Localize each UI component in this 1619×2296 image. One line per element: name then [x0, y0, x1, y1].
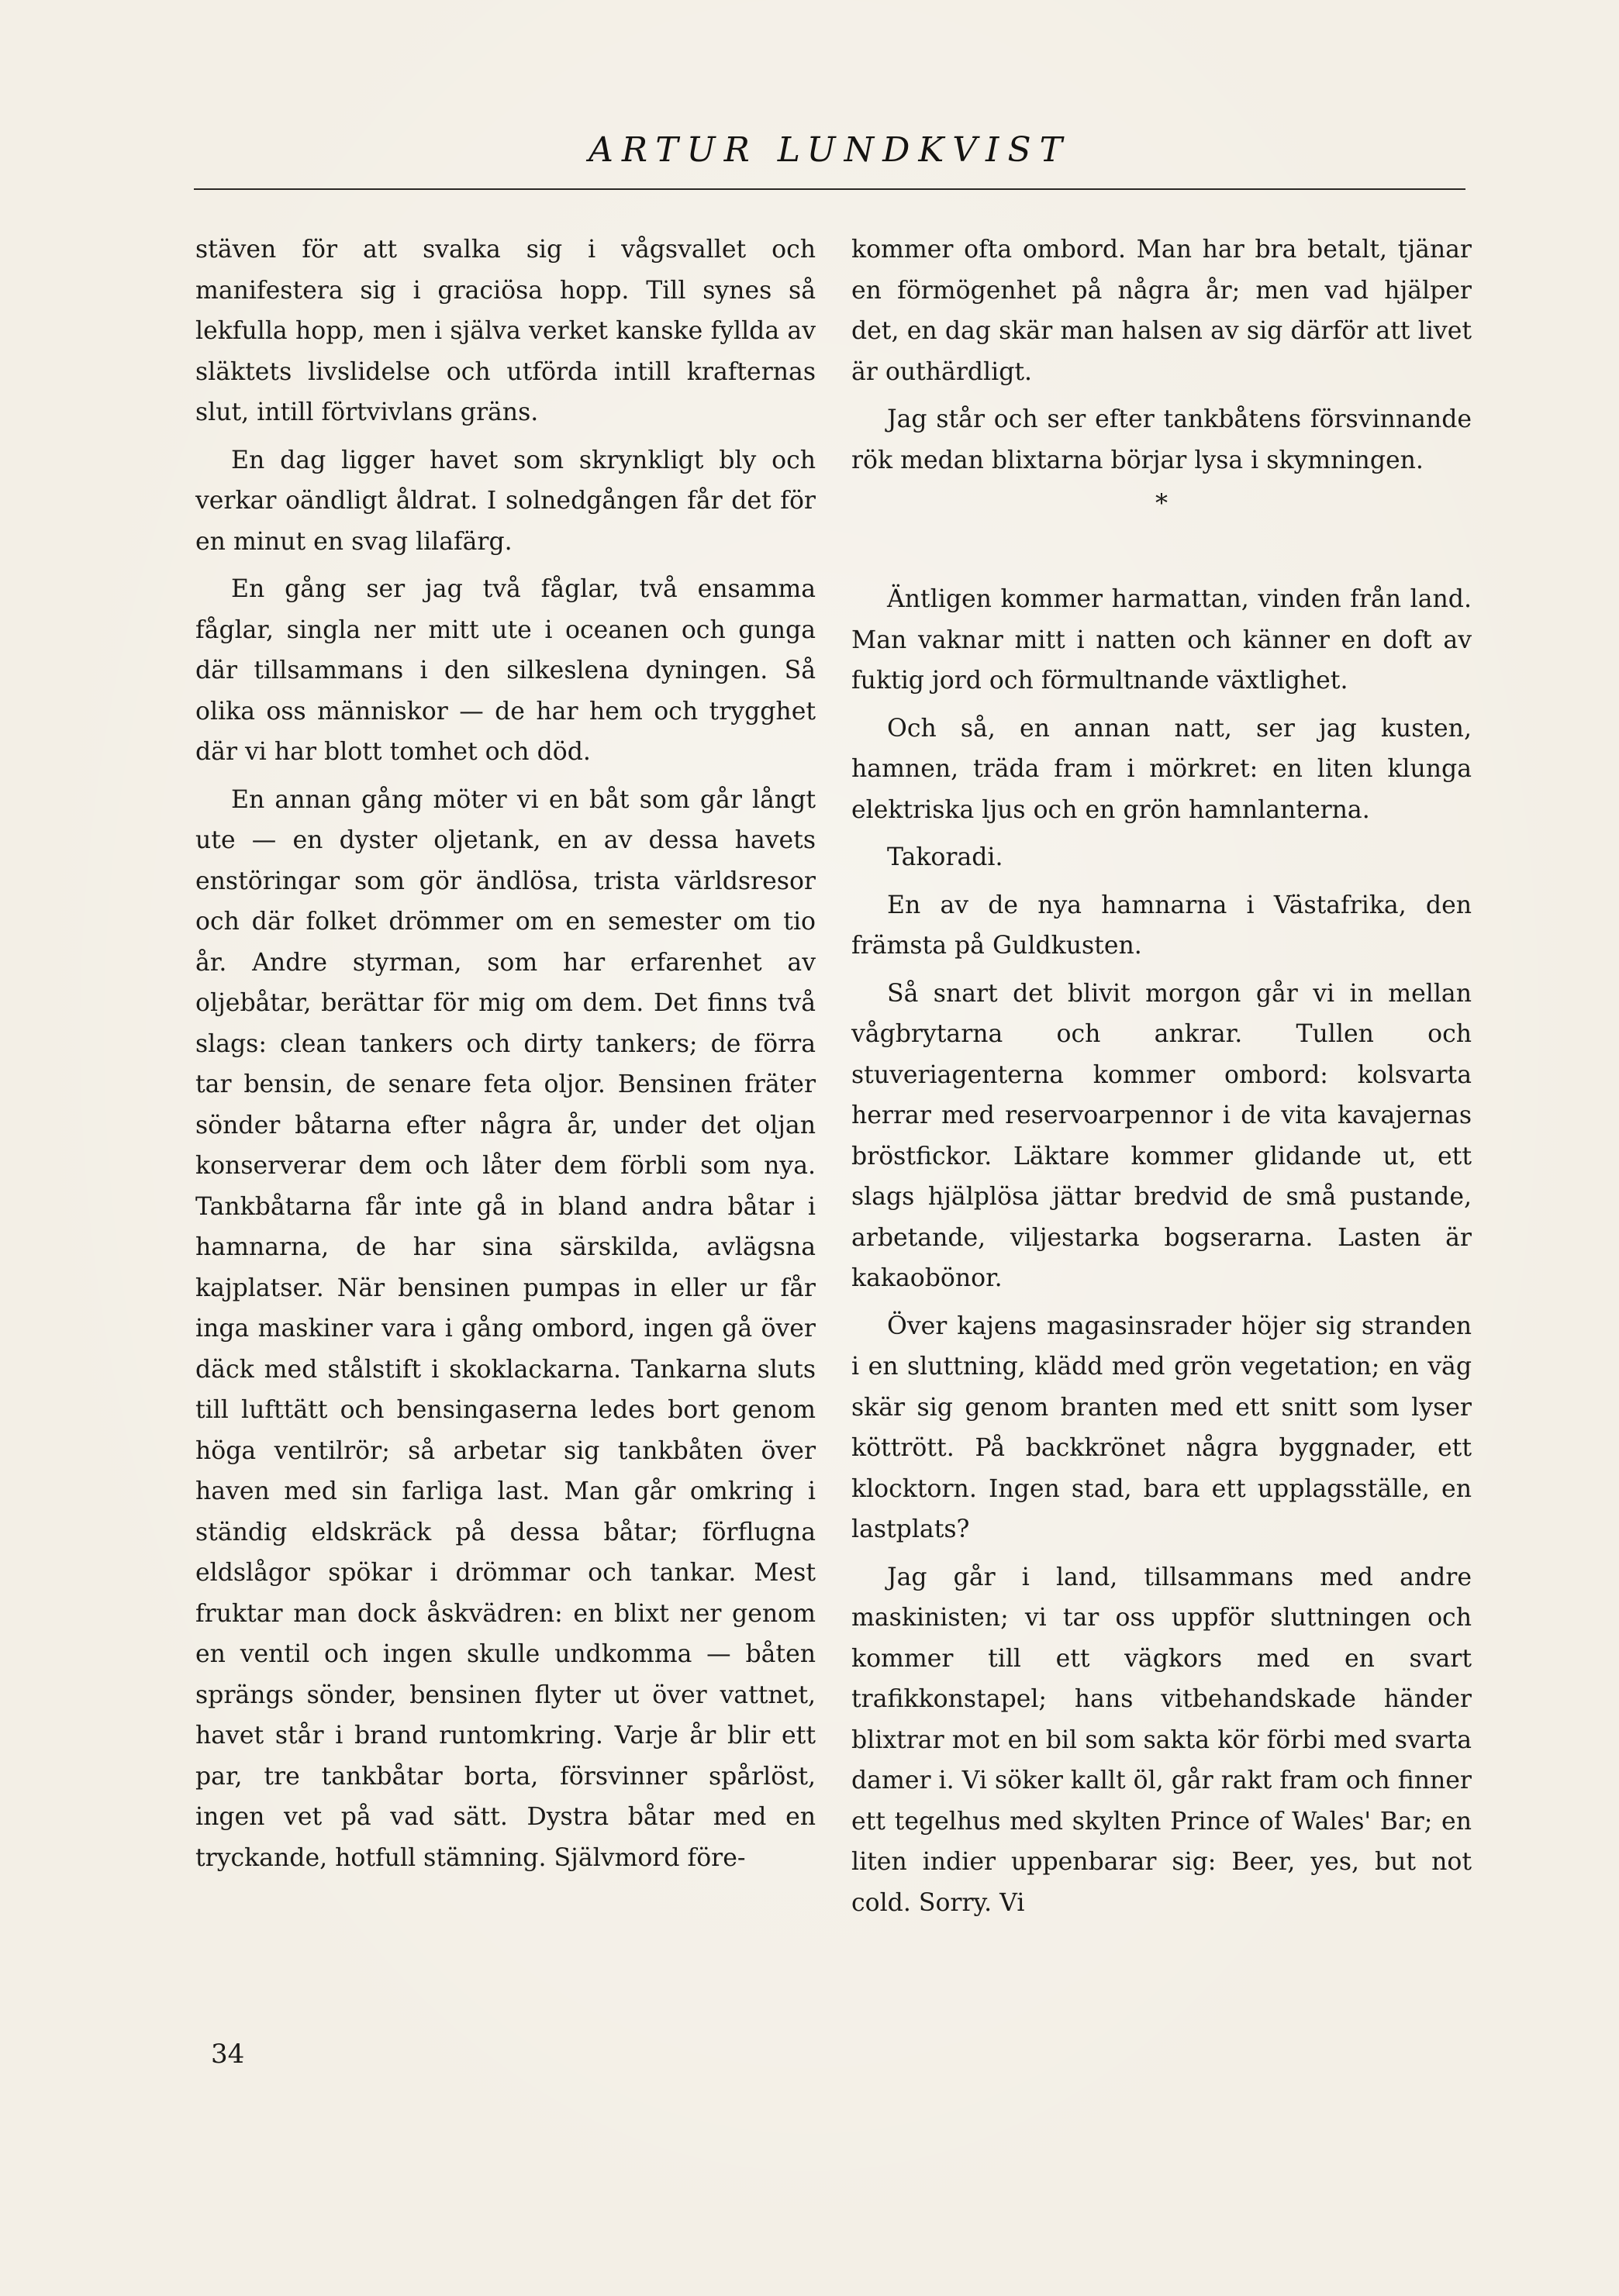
paragraph: stäven för att svalka sig i vågsvallet och manifestera sig i graciösa hopp. Till synes så lekfulla hopp, men i själva verket kanske fyllda av släktets livslidelse och utförda intill krafternas slut, intill förtvivlans gräns.	[195, 236, 816, 426]
paragraph: Så snart det blivit morgon går vi in mellan vågbrytarna och ankrar. Tullen och stuveriagenterna kommer ombord: kolsvarta herrar med reservoarpennor i de vita kavajernas bröstfickor. Läktare kommer glidande ut, ett slags hjälplösa jättar bredvid de små pustande, arbetande, viljestarka bogserarna. Lasten är kakaobönor.	[851, 979, 1472, 1292]
left-column	[195, 229, 816, 1885]
paragraph: kommer ofta ombord. Man har bra betalt, tjänar en förmögenhet på några år; men vad hjälper det, en dag skär man halsen av sig därför att livet är outhärdligt.	[851, 236, 1472, 386]
paragraph: En gång ser jag två fåglar, två ensamma fåglar, singla ner mitt ute i oceanen och gunga där tillsammans i den silkeslena dyningen. Så olika oss människor — de har hem och trygghet där vi har blott tomhet och död.	[195, 575, 816, 766]
paragraph: Takoradi.	[887, 843, 1003, 871]
running-head: ARTUR LUNDKVIST	[589, 130, 1071, 170]
paragraph: Jag står och ser efter tankbåtens försvinnande rök medan blixtarna börjar lysa i skymningen.	[851, 405, 1472, 474]
paragraph: Jag går i land, tillsammans med andre maskinisten; vi tar oss uppför sluttningen och kommer till ett vägkors med en svart trafikkonstapel; hans vitbehandskade händer blixtrar mot en bil som sakta kör förbi med svarta damer i. Vi söker kallt öl, går rakt fram och finner ett tegelhus med skylten Prince of Wales' Bar; en liten indier uppenbarar sig: Beer, yes, but not cold. Sorry. Vi	[851, 1563, 1472, 1917]
page-number: 34	[211, 2039, 245, 2070]
paragraph: Och så, en annan natt, ser jag kusten, hamnen, träda fram i mörkret: en liten klunga elektriska ljus och en grön hamnlanterna.	[851, 714, 1472, 824]
paragraph: En av de nya hamnarna i Västafrika, den främsta på Guldkusten.	[851, 891, 1472, 960]
paragraph: Över kajens magasinsrader höjer sig stranden i en sluttning, klädd med grön vegetation; en väg skär sig genom branten med ett snitt som lyser köttrött. På backkrönet några byggnader, ett klocktorn. Ingen stad, bara ett upplagsställe, en lastplats?	[851, 1312, 1472, 1543]
paragraph: En annan gång möter vi en båt som går långt ute — en dyster oljetank, en av dessa havets enstöringar som gör ändlösa, trista världsresor och där folket drömmer om en semester om tio år. Andre styrman, som har erfarenhet av oljebåtar, berättar för mig om dem. Det finns två slags: clean tankers och dirty tankers; de förra tar bensin, de senare feta oljor. Bensinen fräter sönder båtarna efter några år, under det oljan konserverar dem och låter dem förbli som nya. Tankbåtarna får inte gå in bland andra båtar i hamnarna, de har sina särskilda, avlägsna kajplatser. När bensinen pumpas in eller ur får inga maskiner vara i gång ombord, ingen gå över däck med stålstift i skoklackarna. Tankarna sluts till lufttätt och bensingaserna ledes bort genom höga ventilrör; så arbetar sig tankbåten över haven med sin farliga last. Man går omkring i ständig eldskräck på dessa båtar; förflugna eldslågor spökar i drömmar och tankar. Mest fruktar man dock åskvädren: en blixt ner genom en ventil och ingen skulle undkomma — båten sprängs sönder, bensinen flyter ut över vattnet, havet står i brand runtomkring. Varje år blir ett par, tre tankbåtar borta, försvinner spårlöst, ingen vet på vad sätt. Dystra båtar med en tryckande, hotfull stämning. Självmord före-	[195, 785, 816, 1872]
paragraph: En dag ligger havet som skrynkligt bly och verkar oändligt åldrat. I solnedgången får det för en minut en svag lilafärg.	[195, 446, 816, 556]
section-break: *	[1155, 488, 1168, 518]
header-rule	[194, 188, 1465, 190]
paragraph: Äntligen kommer harmattan, vinden från land. Man vaknar mitt i natten och känner en doft av fuktig jord och förmultnande växtlighet.	[851, 585, 1472, 695]
right-column	[851, 229, 1472, 1930]
